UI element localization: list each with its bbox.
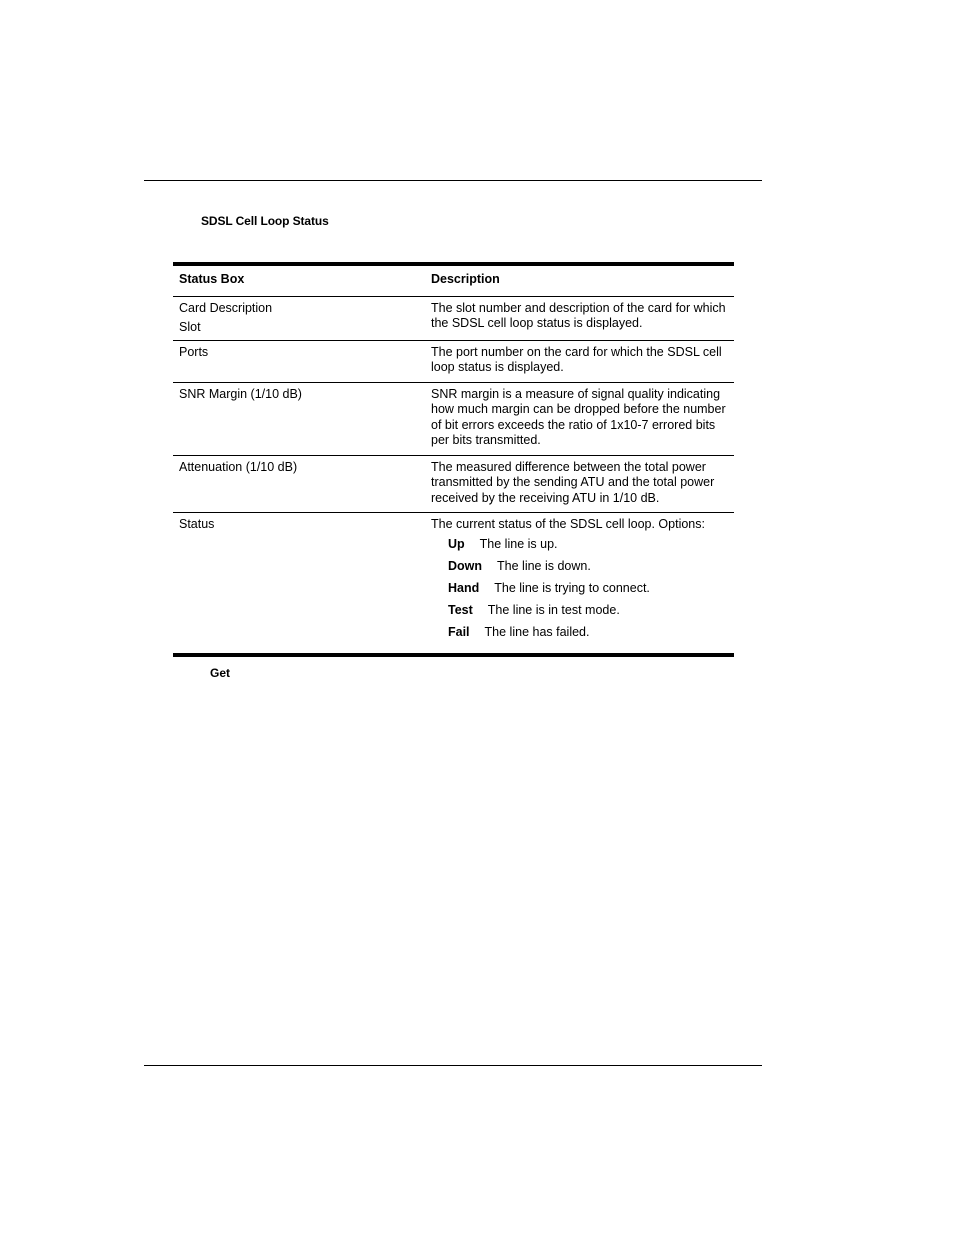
- status-box-cell: [173, 301, 425, 336]
- table-header-row: [173, 266, 734, 297]
- footer-rule: [144, 1065, 762, 1066]
- table-row: [173, 513, 734, 653]
- description-cell: The port number on the card for which the SDSL cell loop status is displayed.: [431, 344, 722, 374]
- table-row: [173, 456, 734, 514]
- option-text: The line has failed.: [484, 624, 590, 639]
- option-key: Test: [448, 602, 473, 617]
- status-option-test: [448, 603, 730, 625]
- status-description: The current status of the SDSL cell loop. Options:: [431, 517, 705, 531]
- status-box-card-description: Card Description: [179, 300, 273, 315]
- status-table: [173, 262, 734, 657]
- header-status-box: Status Box: [179, 272, 245, 286]
- option-key: Hand: [448, 580, 480, 595]
- table-row: [173, 297, 734, 341]
- option-text: The line is up.: [479, 536, 558, 551]
- option-key: Down: [448, 558, 483, 573]
- description-cell: The slot number and description of the card for which the SDSL cell loop status is displayed.: [431, 300, 726, 330]
- status-option-up: [448, 537, 730, 559]
- status-box-cell: Attenuation (1/10 dB): [179, 459, 298, 474]
- description-cell: SNR margin is a measure of signal quality indicating how much margin can be dropped before the number of bit errors exceeds the ratio of 1x10-7 errored bits per bits transmitted.: [431, 386, 726, 447]
- header-rule: [144, 180, 762, 181]
- description-cell: The measured difference between the total power transmitted by the sending ATU and the total power received by the receiving ATU in 1/10 dB.: [431, 459, 715, 505]
- status-option-down: [448, 559, 730, 581]
- table-row: [173, 383, 734, 456]
- status-box-cell: SNR Margin (1/10 dB): [179, 386, 302, 401]
- status-box-cell: Ports: [179, 344, 209, 359]
- get-label: Get: [210, 666, 231, 680]
- option-text: The line is in test mode.: [487, 602, 620, 617]
- description-cell: [425, 517, 734, 647]
- option-text: The line is down.: [497, 558, 591, 573]
- status-option-fail: [448, 625, 730, 647]
- table-row: [173, 341, 734, 383]
- option-key: Up: [448, 536, 465, 551]
- status-option-hand: [448, 581, 730, 603]
- status-box-slot: Slot: [179, 320, 201, 334]
- option-text: The line is trying to connect.: [494, 580, 650, 595]
- status-box-cell: Status: [179, 517, 215, 531]
- option-key: Fail: [448, 624, 470, 639]
- status-options-list: [431, 537, 730, 647]
- section-title: SDSL Cell Loop Status: [201, 214, 329, 228]
- header-description: Description: [431, 272, 500, 286]
